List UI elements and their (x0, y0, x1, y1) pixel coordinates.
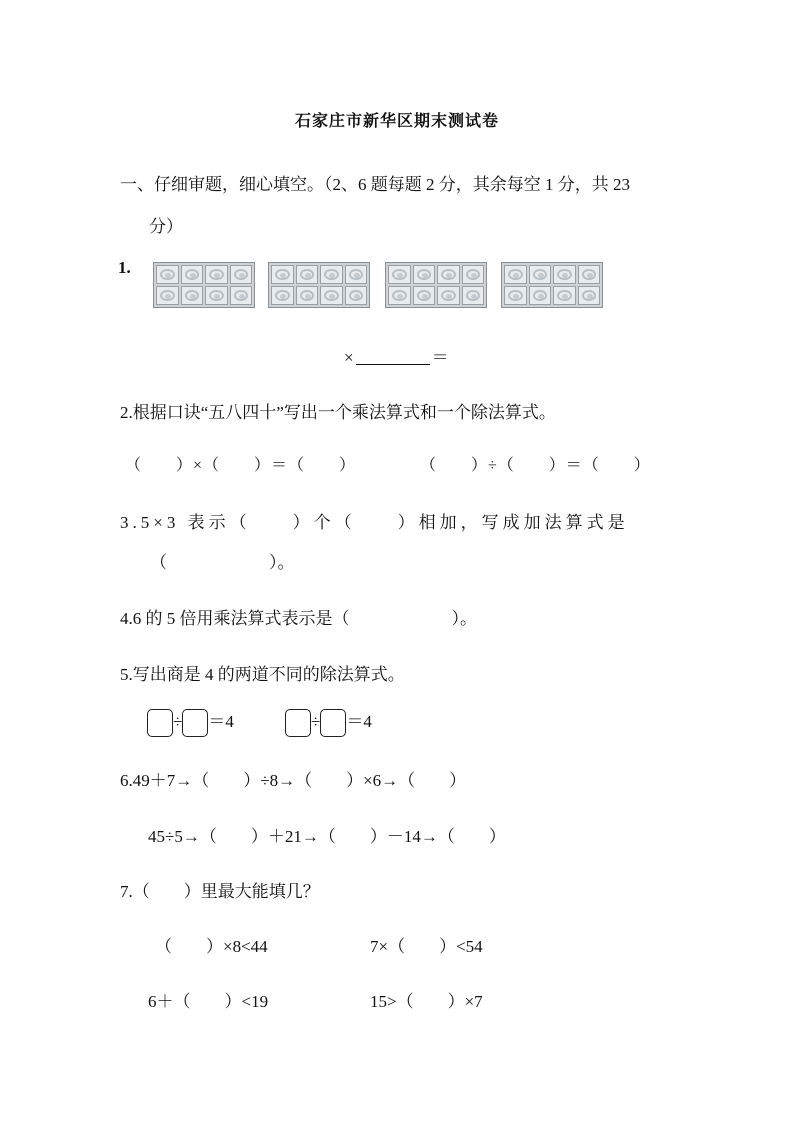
q1-answer-line (344, 343, 449, 368)
result: ＝4 (346, 712, 372, 731)
section1-heading: 一、仔细审题，细心填空。（2、6 题每题 2 分，其余每空 1 分，共 23 (120, 175, 630, 194)
answer-box[interactable] (285, 709, 311, 737)
q4-text: 4.6 的 5 倍用乘法算式表示是（ ）。 (120, 609, 477, 628)
egg-tray (268, 262, 370, 308)
q5-division-2 (285, 707, 372, 737)
page-title: 石家庄市新华区期末测试卷 (294, 113, 499, 130)
egg-tray (385, 262, 487, 308)
q3-text-cont: （ ）。 (150, 553, 295, 572)
q5-text: 5.写出商是 4 的两道不同的除法算式。 (120, 665, 405, 684)
answer-box[interactable] (320, 709, 346, 737)
answer-box[interactable] (147, 709, 173, 737)
answer-box[interactable] (182, 709, 208, 737)
divide-sign: ÷ (173, 712, 183, 731)
egg-trays-illustration (153, 262, 613, 310)
q2-division: （ ）÷（ ）＝（ ） (420, 457, 651, 474)
q7-text: 7.（ ）里最大能填几？ (120, 882, 320, 901)
times-sign: × (344, 348, 354, 367)
q5-division-1 (147, 707, 234, 737)
equals-sign: ＝ (431, 348, 449, 367)
q7-item-a: （ ）×8<44 (155, 937, 268, 956)
result: ＝4 (208, 712, 234, 731)
egg-tray (153, 262, 255, 308)
divide-sign: ÷ (311, 712, 321, 731)
q1-number: 1. (118, 258, 131, 277)
egg-tray (501, 262, 603, 308)
section1-heading-cont: 分） (149, 217, 183, 236)
answer-blank[interactable] (356, 348, 430, 365)
q7-item-b: 7×（ ）<54 (370, 937, 483, 956)
q7-item-d: 15>（ ）×7 (370, 992, 483, 1011)
q7-item-c: 6＋（ ）<19 (148, 992, 269, 1011)
q6-line1: 6.49＋7→（ ）÷8→（ ）×6→（ ） (120, 771, 467, 790)
q6-line2: 45÷5→（ ）＋21→（ ）－14→（ ） (148, 827, 506, 846)
q2-multiplication: （ ）×（ ）＝（ ） (125, 457, 357, 474)
q2-text: 2.根据口诀“五八四十”写出一个乘法算式和一个除法算式。 (120, 403, 556, 422)
q3-text: 3.5×3 表示（ ）个（ ）相加，写成加法算式是 (120, 513, 629, 532)
